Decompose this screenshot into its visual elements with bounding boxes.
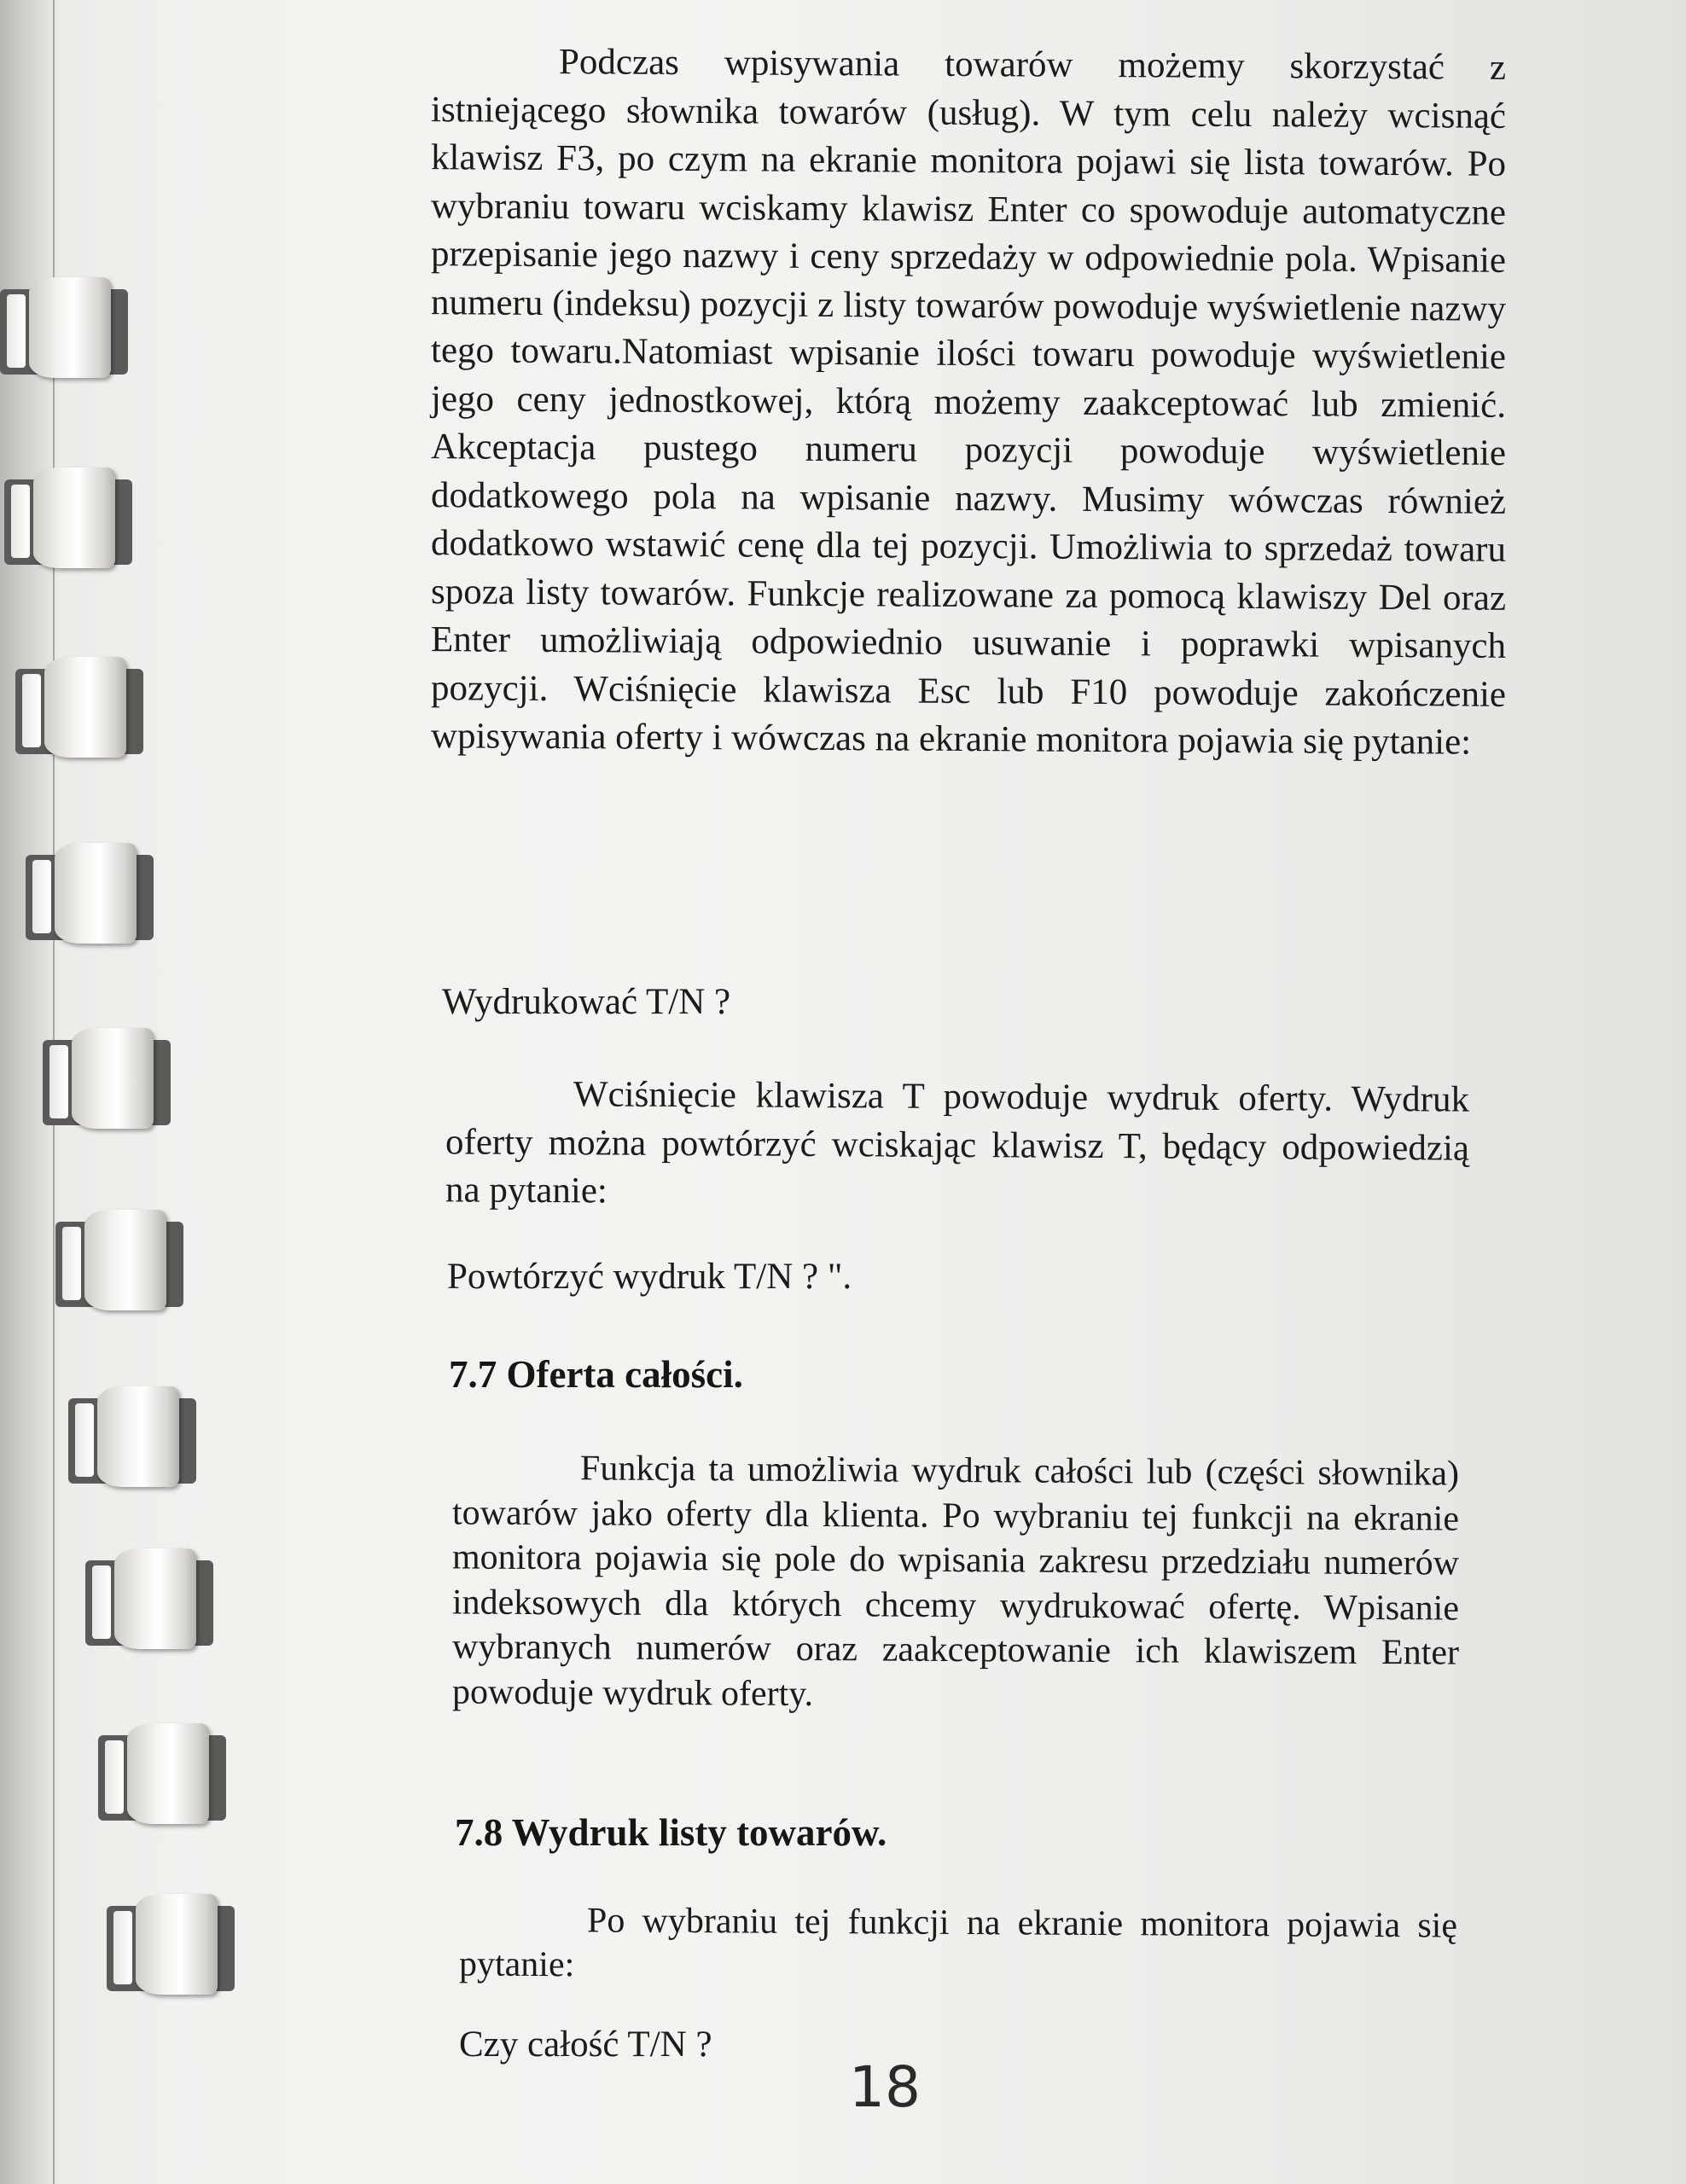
binding-ring <box>0 277 128 378</box>
binding-ring <box>98 1723 226 1824</box>
paragraph-towary-slownik: Podczas wpisywania towarów możemy skorzystać z istniejącego słownika towarów (usług). W tym celu należy wcisnąć klawisz F3, po czym na ekranie monitora pojawi się lista towarów. Po wybraniu towaru wciskamy klawisz Enter co spowoduje automatyczne przepisanie jego nazwy i ceny sprzedaży w odpowiednie pola. Wpisanie numeru (indeksu) pozycji z listy towarów powoduje wyświetlenie nazwy tego towaru.Natomiast wpisanie ilości towaru powoduje wyświetlenie jego ceny jednostkowej, którą możemy zaakceptować lub zmienić. Akceptacja pustego numeru pozycji powoduje wyświetlenie dodatkowego pola na wpisanie nazwy. Musimy wówczas również dodatkowo wstawić cenę dla tej pozycji. Umożliwia to sprzedaż towaru spoza listy towarów. Funkcje realizowane za pomocą klawiszy Del oraz Enter umożliwiają odpowiednio usuwanie i poprawki wpisanych pozycji. Wciśnięcie klawisza Esc lub F10 powoduje zakończenie wpisywania oferty i wówczas na ekranie monitora pojawia się pytanie: <box>431 42 1506 763</box>
paragraph-wydruk-oferty: Wciśnięcie klawisza T powoduje wydruk oferty. Wydruk oferty można powtórzyć wciskając klawisz T, będący odpowiedzią na pytanie: <box>445 1074 1469 1211</box>
prompt-wydrukowac: Wydrukować T/N ? <box>442 982 731 1022</box>
paragraph-wydruk-listy: Po wybraniu tej funkcji na ekranie monitora pojawia się pytanie: <box>459 1901 1457 1985</box>
binding-ring <box>107 1894 235 1995</box>
body-text-block-3 <box>452 1449 1459 1717</box>
binding-ring <box>85 1548 213 1649</box>
body-text-block-4 <box>459 1901 1457 1989</box>
binding-ring <box>26 843 154 944</box>
prompt-powtorzyc: Powtórzyć wydruk T/N ? ". <box>447 1257 852 1297</box>
binding-ring <box>55 1210 183 1310</box>
heading-7-7: 7.7 Oferta całości. <box>449 1353 743 1396</box>
prompt-czy-calosc: Czy całość T/N ? <box>459 2024 712 2065</box>
binding-ring <box>15 657 143 758</box>
body-text-block-1 <box>431 41 1506 764</box>
body-text-block-2 <box>445 1073 1469 1218</box>
paragraph-oferta-calosci: Funkcja ta umożliwia wydruk całości lub (części słownika) towarów jako oferty dla klienta. Po wybraniu tej funkcji na ekranie monitora pojawia się pole do wpisania zakresu przedziału numerów indeksowych dla których chcemy wydrukować ofertę. Wpisanie wybranych numerów oraz zaakceptowanie ich klawiszem Enter powoduje wydruk oferty. <box>452 1449 1459 1714</box>
page-number: 18 <box>849 2054 921 2120</box>
heading-7-8: 7.8 Wydruk listy towarów. <box>455 1811 887 1854</box>
binding-ring <box>4 468 132 568</box>
binding-ring <box>43 1028 171 1129</box>
binding-ring <box>68 1386 196 1487</box>
